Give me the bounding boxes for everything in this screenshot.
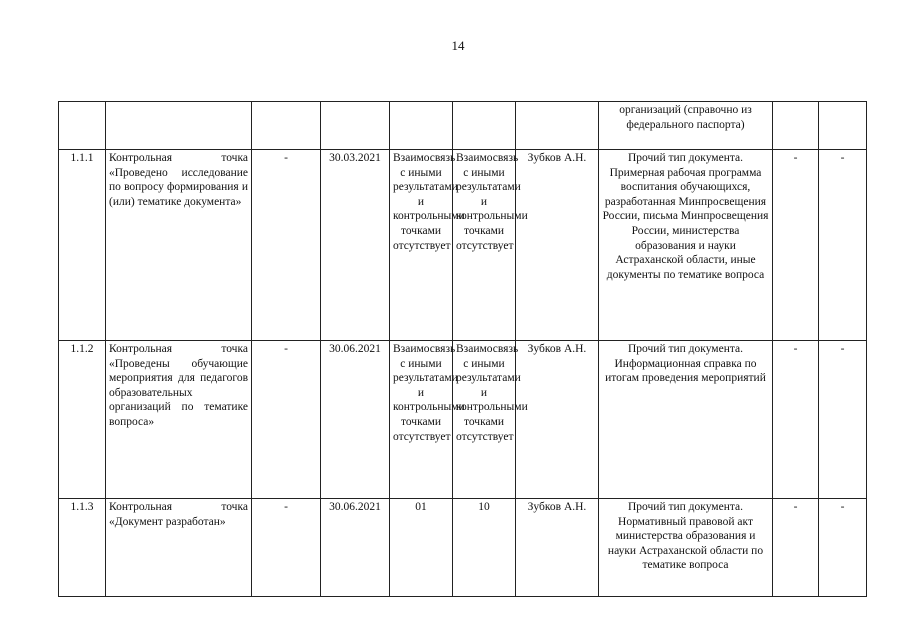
page-number: 14: [451, 38, 465, 53]
cell-date: 30.06.2021: [321, 341, 390, 499]
cell-document: Прочий тип документа. Информационная справка по итогам проведения мероприятий: [599, 341, 773, 499]
cell-date: 30.06.2021: [321, 499, 390, 597]
cell-relation-successor: [453, 102, 516, 150]
cell-number: 1.1.2: [59, 341, 106, 499]
table-row: [59, 499, 867, 597]
cell-document: организаций (справочно из федерального паспорта): [599, 102, 773, 150]
cell-relation-successor: Взаимосвязь с иными результатами и контрольными точками отсутствует: [453, 150, 516, 341]
cell-dash: -: [773, 499, 819, 597]
cell-date: [321, 102, 390, 150]
cell-dash: [773, 102, 819, 150]
cell-relation-predecessor: [390, 102, 453, 150]
cell-number: 1.1.3: [59, 499, 106, 597]
cell-number: [59, 102, 106, 150]
cell-responsible: [516, 102, 599, 150]
cell-responsible: Зубков А.Н.: [516, 499, 599, 597]
cell-dash: -: [252, 499, 321, 597]
cell-document: Прочий тип документа. Нормативный правовой акт министерства образования и науки Астраханской области по тематике вопроса: [599, 499, 773, 597]
cell-relation-predecessor: Взаимосвязь с иными результатами и контрольными точками отсутствует: [390, 150, 453, 341]
continuation-row: [59, 102, 867, 150]
table-row: [59, 150, 867, 341]
cell-name: [106, 102, 252, 150]
cell-date: 30.03.2021: [321, 150, 390, 341]
control-points-table: [58, 101, 867, 597]
cell-name: Контрольная точка «Проведено исследование по вопросу формирования и (или) тематике документа»: [106, 150, 252, 341]
cell-relation-successor: 10: [453, 499, 516, 597]
cell-responsible: Зубков А.Н.: [516, 341, 599, 499]
cell-dash: [252, 102, 321, 150]
cell-dash: [819, 102, 867, 150]
cell-number: 1.1.1: [59, 150, 106, 341]
cell-dash: -: [252, 150, 321, 341]
cell-relation-predecessor: Взаимосвязь с иными результатами и контрольными точками отсутствует: [390, 341, 453, 499]
cell-relation-successor: Взаимосвязь с иными результатами и контрольными точками отсутствует: [453, 341, 516, 499]
cell-name: Контрольная точка «Документ разработан»: [106, 499, 252, 597]
cell-dash: -: [819, 341, 867, 499]
cell-dash: -: [819, 150, 867, 341]
cell-relation-predecessor: 01: [390, 499, 453, 597]
cell-dash: -: [819, 499, 867, 597]
cell-dash: -: [773, 150, 819, 341]
cell-document: Прочий тип документа. Примерная рабочая программа воспитания обучающихся, разработанная Минпросвещения России, письма Минпросвещения России, министерства образования и науки Астраханской области, иные документы по тематике вопроса: [599, 150, 773, 341]
cell-responsible: Зубков А.Н.: [516, 150, 599, 341]
cell-dash: -: [773, 341, 819, 499]
table-row: [59, 341, 867, 499]
cell-dash: -: [252, 341, 321, 499]
cell-name: Контрольная точка «Проведены обучающие мероприятия для педагогов образовательных организаций по тематике вопроса»: [106, 341, 252, 499]
